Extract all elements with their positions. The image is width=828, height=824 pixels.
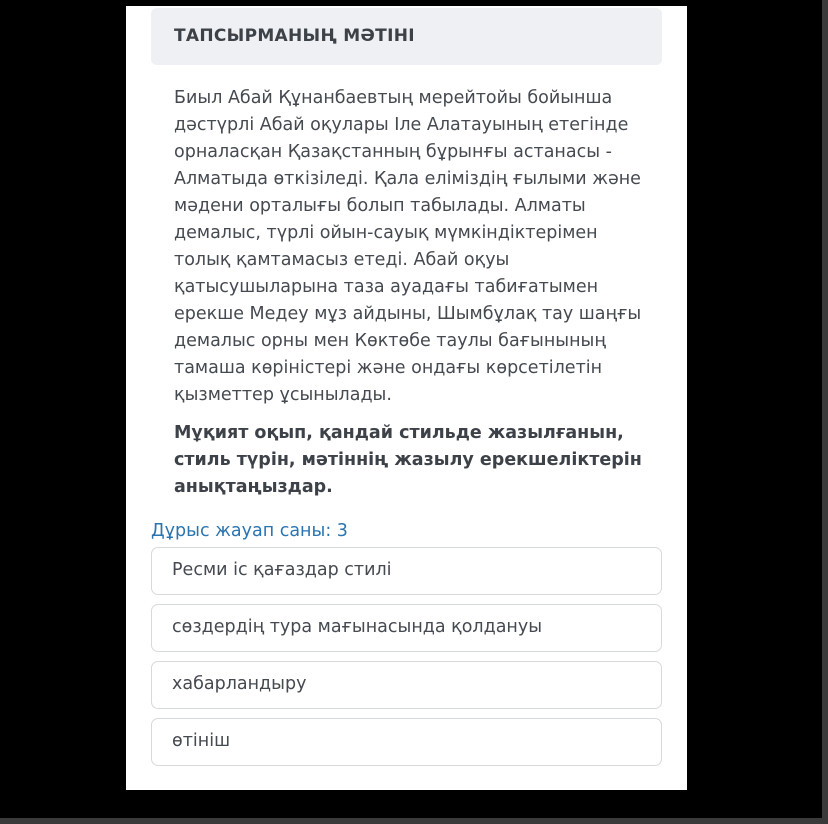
task-text-line: дәстүрлі Абай оқулары Іле Алатауының етегінде <box>174 115 629 135</box>
instruction-line: стиль түрін, мәтіннің жазылу ерекшеліктерін <box>174 450 642 470</box>
task-text-line: орналасқан Қазақстанның бұрынғы астанасы - <box>174 142 612 162</box>
answer-option-label: сөздердің тура мағынасында қолдануы <box>172 617 543 637</box>
answer-option-1[interactable] <box>151 547 662 595</box>
task-instruction <box>174 420 654 501</box>
task-text-line: ерекше Медеу мұз айдыны, Шымбұлақ тау шаңғы <box>174 304 642 324</box>
task-header <box>151 8 662 65</box>
correct-answer-count: Дұрыс жауап саны: 3 <box>151 521 348 541</box>
instruction-line: анықтаңыздар. <box>174 477 333 497</box>
task-text-line: қатысушыларына таза ауадағы табиғатымен <box>174 277 599 297</box>
task-text-line: толық қамтамасыз етеді. Абай оқуы <box>174 250 510 270</box>
answer-option-label: Ресми іс қағаздар стилі <box>172 560 392 580</box>
screen-frame-bottom <box>0 818 828 824</box>
task-header-title: ТАПСЫРМАНЫҢ МӘТІНІ <box>174 26 415 46</box>
instruction-line: Мұқият оқып, қандай стильде жазылғанын, <box>174 423 624 443</box>
task-text-line: қызметтер ұсынылады. <box>174 385 392 405</box>
task-text-line: Биыл Абай Құнанбаевтың мерейтойы бойынша <box>174 88 613 108</box>
task-text <box>174 85 654 409</box>
screen-frame-right <box>822 0 828 824</box>
task-text-line: тамаша көріністері және ондағы көрсетілетін <box>174 358 603 378</box>
answer-option-label: хабарландыру <box>172 674 307 694</box>
task-text-line: демалыс, түрлі ойын-сауық мүмкіндіктерімен <box>174 223 598 243</box>
task-text-line: мәдени орталығы болып табылады. Алматы <box>174 196 586 216</box>
answer-option-4[interactable] <box>151 718 662 766</box>
answer-option-label: өтініш <box>172 731 231 751</box>
task-text-line: демалыс орны мен Көктөбе таулы бағынының <box>174 331 606 351</box>
task-text-line: Алматыда өткізіледі. Қала еліміздің ғылыми және <box>174 169 641 189</box>
answer-option-2[interactable] <box>151 604 662 652</box>
answer-option-3[interactable] <box>151 661 662 709</box>
task-panel <box>126 6 687 790</box>
